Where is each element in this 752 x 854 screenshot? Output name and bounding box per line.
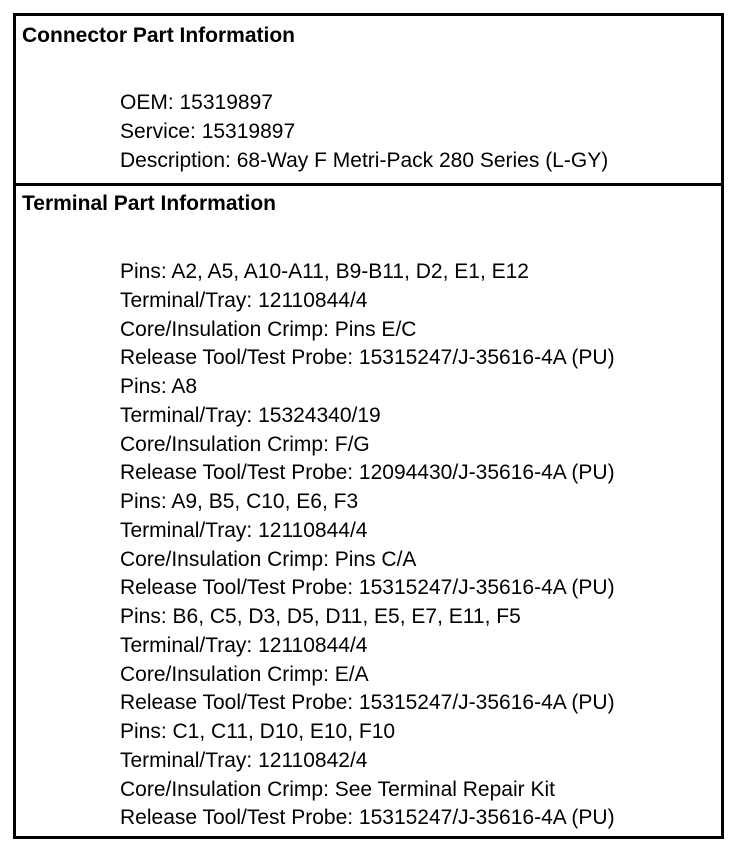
part-information-table bbox=[13, 13, 724, 839]
terminal-pins-line: Pins: A2, A5, A10-A11, B9-B11, D2, E1, E12 bbox=[120, 260, 529, 283]
terminal-section-title: Terminal Part Information bbox=[22, 192, 276, 215]
terminal-tray-line: Terminal/Tray: 12110844/4 bbox=[120, 288, 368, 312]
terminal-pins-line: Pins: B6, C5, D3, D5, D11, E5, E7, E11, F5 bbox=[120, 605, 521, 628]
connector-service-line: Service: 15319897 bbox=[120, 119, 296, 143]
connector-part-section bbox=[16, 16, 721, 183]
terminal-crimp-line: Core/Insulation Crimp: See Terminal Repair Kit bbox=[120, 777, 555, 801]
connector-description-line: Description: 68-Way F Metri-Pack 280 Series (L-GY) bbox=[120, 148, 609, 172]
terminal-release-tool-line: Release Tool/Test Probe: 15315247/J-35616-4A (PU) bbox=[120, 576, 615, 600]
terminal-release-tool-line: Release Tool/Test Probe: 12094430/J-35616-4A (PU) bbox=[120, 461, 615, 485]
connector-details bbox=[120, 89, 608, 175]
terminal-pins-line: Pins: A8 bbox=[120, 375, 198, 398]
terminal-release-tool-line: Release Tool/Test Probe: 15315247/J-35616-4A (PU) bbox=[120, 346, 615, 370]
terminal-details bbox=[120, 258, 615, 833]
terminal-crimp-line: Core/Insulation Crimp: F/G bbox=[120, 432, 370, 456]
terminal-pins-line: Pins: C1, C11, D10, E10, F10 bbox=[120, 720, 396, 743]
terminal-tray-line: Terminal/Tray: 12110842/4 bbox=[120, 748, 368, 772]
connector-section-title: Connector Part Information bbox=[22, 24, 296, 47]
terminal-part-section bbox=[16, 186, 721, 836]
terminal-crimp-line: Core/Insulation Crimp: E/A bbox=[120, 662, 369, 686]
terminal-tray-line: Terminal/Tray: 12110844/4 bbox=[120, 518, 368, 542]
terminal-pins-line: Pins: A9, B5, C10, E6, F3 bbox=[120, 490, 359, 513]
terminal-tray-line: Terminal/Tray: 12110844/4 bbox=[120, 633, 368, 657]
terminal-tray-line: Terminal/Tray: 15324340/19 bbox=[120, 403, 381, 427]
terminal-release-tool-line: Release Tool/Test Probe: 15315247/J-35616-4A (PU) bbox=[120, 806, 615, 830]
terminal-crimp-line: Core/Insulation Crimp: Pins E/C bbox=[120, 317, 417, 341]
connector-oem-line: OEM: 15319897 bbox=[120, 91, 273, 114]
terminal-release-tool-line: Release Tool/Test Probe: 15315247/J-35616-4A (PU) bbox=[120, 691, 615, 715]
terminal-crimp-line: Core/Insulation Crimp: Pins C/A bbox=[120, 547, 417, 571]
